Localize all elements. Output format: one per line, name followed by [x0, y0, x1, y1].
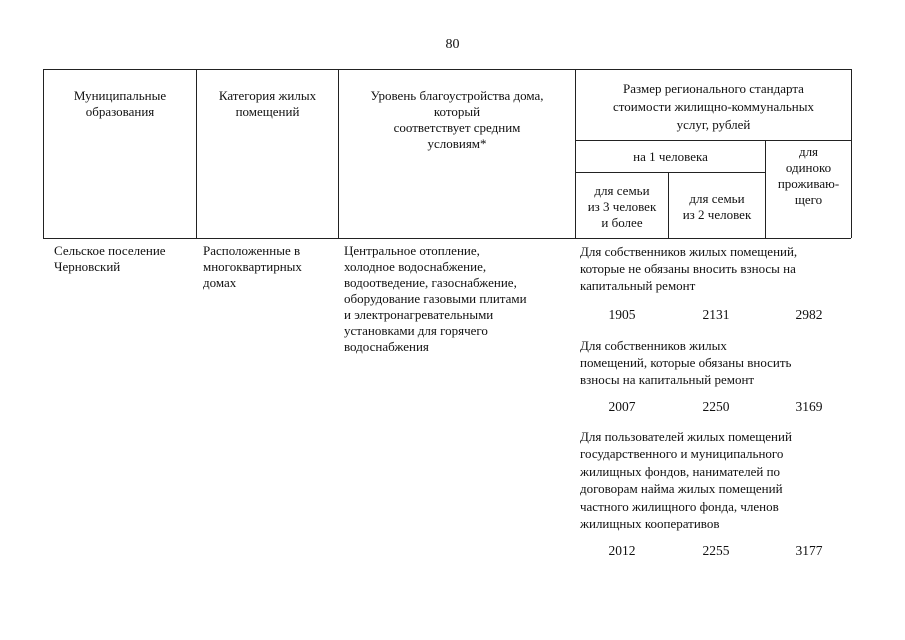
category-cell: Расположенные в многоквартирных домах — [203, 243, 302, 290]
group-3-value-single: 3177 — [795, 543, 823, 558]
header-single: для одиноко проживаю- щего — [777, 144, 840, 207]
group-3-label: Для пользователей жилых помещений государственного и муниципального жилищных фондов, нанимателей по договорам найма жилых помещений частного жилищного фонда, членов жилищных кооперативов — [580, 429, 792, 532]
group-2-value-family2: 2250 — [702, 399, 730, 414]
header-standard-size: Размер регионального стандарта стоимости жилищно-коммунальных услуг, рублей — [613, 81, 814, 132]
group-3-value-family3: 2012 — [608, 543, 636, 558]
header-family-3: для семьи из 3 человек и более — [587, 183, 657, 230]
municipality-cell: Сельское поселение Черновский — [54, 243, 166, 274]
amenities-cell: Центральное отопление, холодное водоснабжение, водоотведение, газоснабжение, оборудование газовыми плитами и электронагревательными установками для горячего водоснабжения — [344, 243, 527, 354]
header-bottom-border — [43, 238, 851, 239]
group-1-value-family3: 1905 — [608, 307, 636, 322]
header-family-2: для семьи из 2 человек — [682, 191, 752, 222]
table-top-border — [43, 69, 851, 70]
header-per-person: на 1 человека — [633, 149, 708, 164]
group-2-value-single: 3169 — [795, 399, 823, 414]
subheader-border — [575, 140, 851, 141]
group-3-value-family2: 2255 — [702, 543, 730, 558]
group-2-label: Для собственников жилых помещений, которые обязаны вносить взносы на капитальный ремонт — [580, 338, 792, 387]
header-category: Категория жилых помещений — [218, 88, 317, 119]
group-1-value-single: 2982 — [795, 307, 823, 322]
group-1-value-family2: 2131 — [702, 307, 730, 322]
group-1-label: Для собственников жилых помещений, которые не обязаны вносить взносы на капитальный ремонт — [580, 244, 798, 293]
per-person-border — [575, 172, 765, 173]
table-right-border — [851, 69, 852, 238]
header-amenities: Уровень благоустройства дома, который соответствует средним условиям* — [370, 88, 544, 151]
group-2-value-family3: 2007 — [608, 399, 636, 414]
page-number: 80 — [445, 37, 460, 52]
header-municipality: Муниципальные образования — [73, 88, 167, 119]
